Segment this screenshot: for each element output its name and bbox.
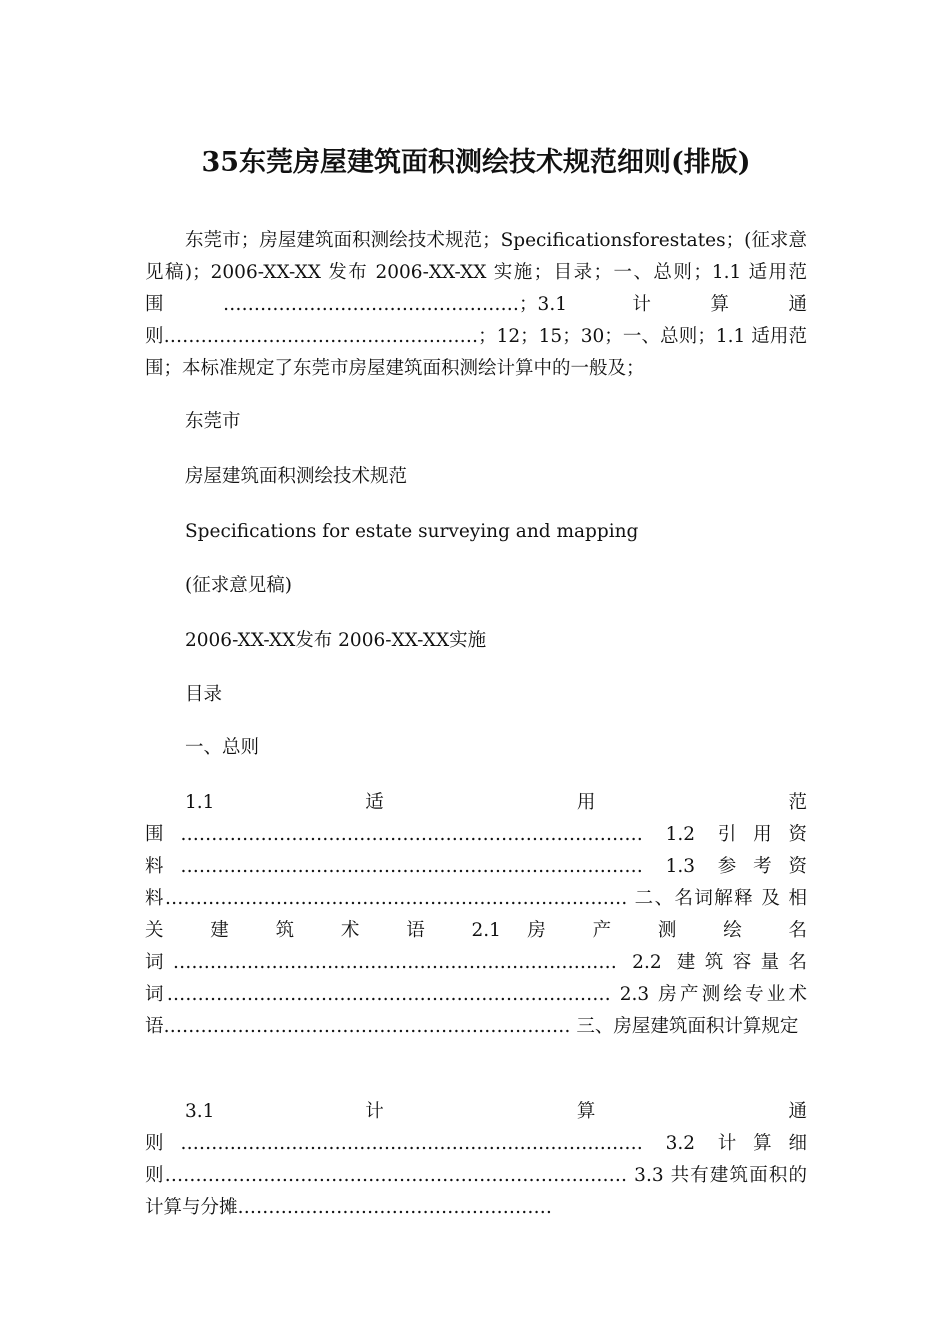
line-english-title: Specifications for estate surveying and mapping — [185, 521, 639, 542]
line-chapter-one: 一、总则 — [185, 737, 260, 758]
line-draft-note: (征求意见稿) — [185, 575, 292, 596]
summary-paragraph: 东莞市；房屋建筑面积测绘技术规范；Specificationsforestates；(征求意见稿)；2006-XX-XX 发布 2006-XX-XX 实施；目录；一、总则；1.1 适用范围…………………………………………；3.1 计算通则……………………………………………；12；15；30；一、总则；1.1 适用范围；本标准规定了东莞市房屋建筑面积测绘计算中的一般及； — [145, 230, 807, 379]
document-title: 35东莞房屋建筑面积测绘技术规范细则(排版) — [201, 147, 751, 178]
line-city: 东莞市 — [185, 411, 241, 432]
line-standard-name: 房屋建筑面积测绘技术规范 — [185, 466, 408, 487]
line-dates: 2006-XX-XX发布 2006-XX-XX实施 — [185, 630, 487, 651]
line-contents-heading: 目录 — [185, 684, 223, 705]
toc-block-1: 1.1 适 用 范围………………………………………………………………… 1.2 引用资料………………………………………………………………… 1.3 参考资料………………………………………………………………… 二、名词解释 及 相 关 建 筑 术 语 2.1 房 产 测 绘 名词……………………………………………………………… 2.2 建筑容量名词……………………………………………………………… 2.3 房产测绘专业术语………………………………………………………… 三、房屋建筑面积计算规定 — [145, 792, 807, 1037]
toc-block-2: 3.1 计 算 通则………………………………………………………………… 3.2 计算细则………………………………………………………………… 3.3 共有建筑面积的计算与分摊…………………………………………… — [145, 1101, 807, 1218]
